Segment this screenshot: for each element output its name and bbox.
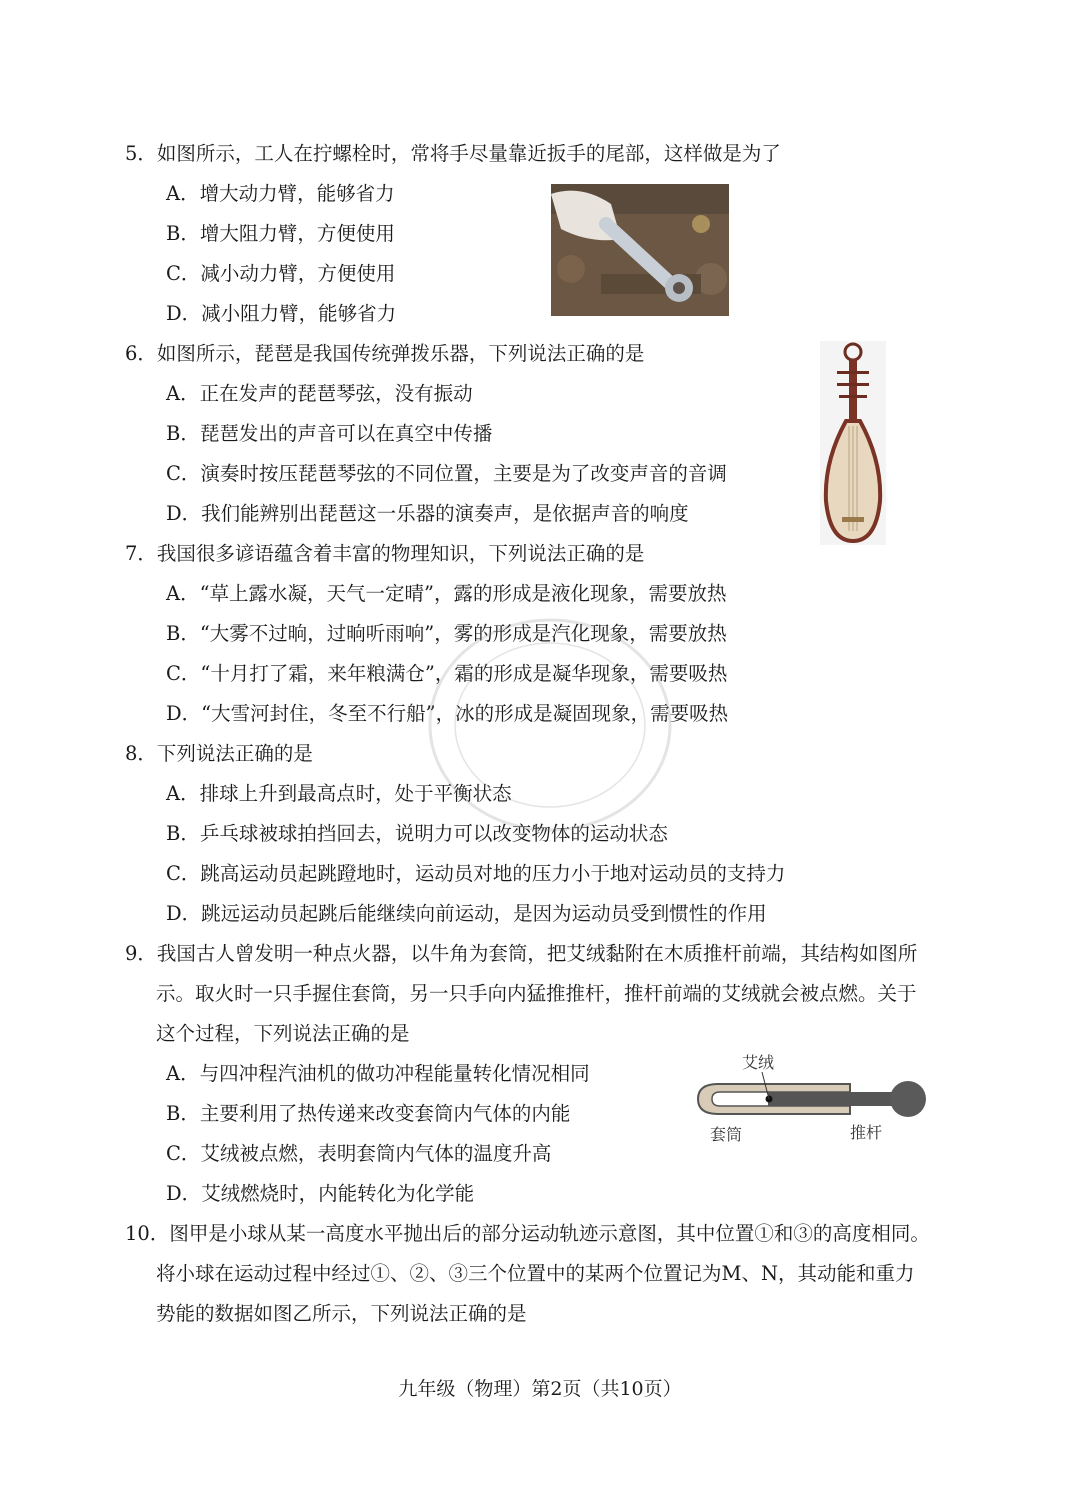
q6-option-b: B．琵琶发出的声音可以在真空中传播	[166, 422, 493, 445]
q9-stem-line-2: 示。取火时一只手握住套筒，另一只手向内猛推推杆，推杆前端的艾绒就会被点燃。关于	[156, 982, 917, 1005]
q8-stem: 8．下列说法正确的是	[125, 742, 313, 765]
q9-stem-line-3: 这个过程，下列说法正确的是	[156, 1022, 410, 1045]
q5-stem: 5．如图所示，工人在拧螺栓时，常将手尽量靠近扳手的尾部，这样做是为了	[125, 142, 781, 165]
q10-stem-line-2: 将小球在运动过程中经过①、②、③三个位置中的某两个位置记为M、N，其动能和重力	[156, 1262, 915, 1285]
q5-option-d: D．减小阻力臂，能够省力	[166, 302, 397, 325]
q5-option-c: C．减小动力臂，方便使用	[166, 262, 396, 285]
q7-option-c: C．“十月打了霜，来年粮满仓”，霜的形成是凝华现象，需要吸热	[166, 662, 728, 685]
q7-option-a: A．“草上露水凝，天气一定晴”，露的形成是液化现象，需要放热	[166, 582, 727, 605]
q7-option-d: D．“大雪河封住，冬至不行船”，冰的形成是凝固现象，需要吸热	[166, 702, 729, 725]
q7-stem: 7．我国很多谚语蕴含着丰富的物理知识，下列说法正确的是	[125, 542, 645, 565]
tinder-label: 艾绒	[742, 1053, 775, 1072]
q8-option-d: D．跳远运动员起跳后能继续向前运动，是因为运动员受到惯性的作用	[166, 902, 767, 925]
q9-option-d: D．艾绒燃烧时，内能转化为化学能	[166, 1182, 475, 1205]
fire-starter-diagram	[690, 1046, 940, 1150]
q10-stem-line-1: 10．图甲是小球从某一高度水平抛出后的部分运动轨迹示意图，其中位置①和③的高度相同。	[125, 1222, 930, 1245]
q8-option-a: A．排球上升到最高点时，处于平衡状态	[166, 782, 512, 805]
q9-option-c: C．艾绒被点燃，表明套筒内气体的温度升高	[166, 1142, 552, 1165]
q6-option-d: D．我们能辨别出琵琶这一乐器的演奏声，是依据声音的响度	[166, 502, 689, 525]
q9-stem-line-1: 9．我国古人曾发明一种点火器，以牛角为套筒，把艾绒黏附在木质推杆前端，其结构如图所	[125, 942, 918, 965]
q6-stem: 6．如图所示，琵琶是我国传统弹拨乐器，下列说法正确的是	[125, 342, 645, 365]
q5-option-b: B．增大阻力臂，方便使用	[166, 222, 395, 245]
q8-option-c: C．跳高运动员起跳蹬地时，运动员对地的压力小于地对运动员的支持力	[166, 862, 786, 885]
rod-label: 推杆	[850, 1123, 883, 1142]
wrench-photo	[551, 184, 729, 316]
q9-option-b: B．主要利用了热传递来改变套筒内气体的内能	[166, 1102, 571, 1125]
pipa-photo	[820, 341, 886, 545]
sleeve-label: 套筒	[710, 1125, 743, 1144]
q8-option-b: B．乒乓球被球拍挡回去，说明力可以改变物体的运动状态	[166, 822, 668, 845]
q6-option-c: C．演奏时按压琵琶琴弦的不同位置，主要是为了改变声音的音调	[166, 462, 727, 485]
q5-option-a: A．增大动力臂，能够省力	[166, 182, 395, 205]
page-footer: 九年级（物理）第2页（共10页）	[398, 1378, 682, 1400]
q9-option-a: A．与四冲程汽油机的做功冲程能量转化情况相同	[166, 1062, 590, 1085]
q6-option-a: A．正在发声的琵琶琴弦，没有振动	[166, 382, 473, 405]
q10-stem-line-3: 势能的数据如图乙所示，下列说法正确的是	[156, 1302, 527, 1325]
q7-option-b: B．“大雾不过晌，过晌听雨响”，雾的形成是汽化现象，需要放热	[166, 622, 727, 645]
